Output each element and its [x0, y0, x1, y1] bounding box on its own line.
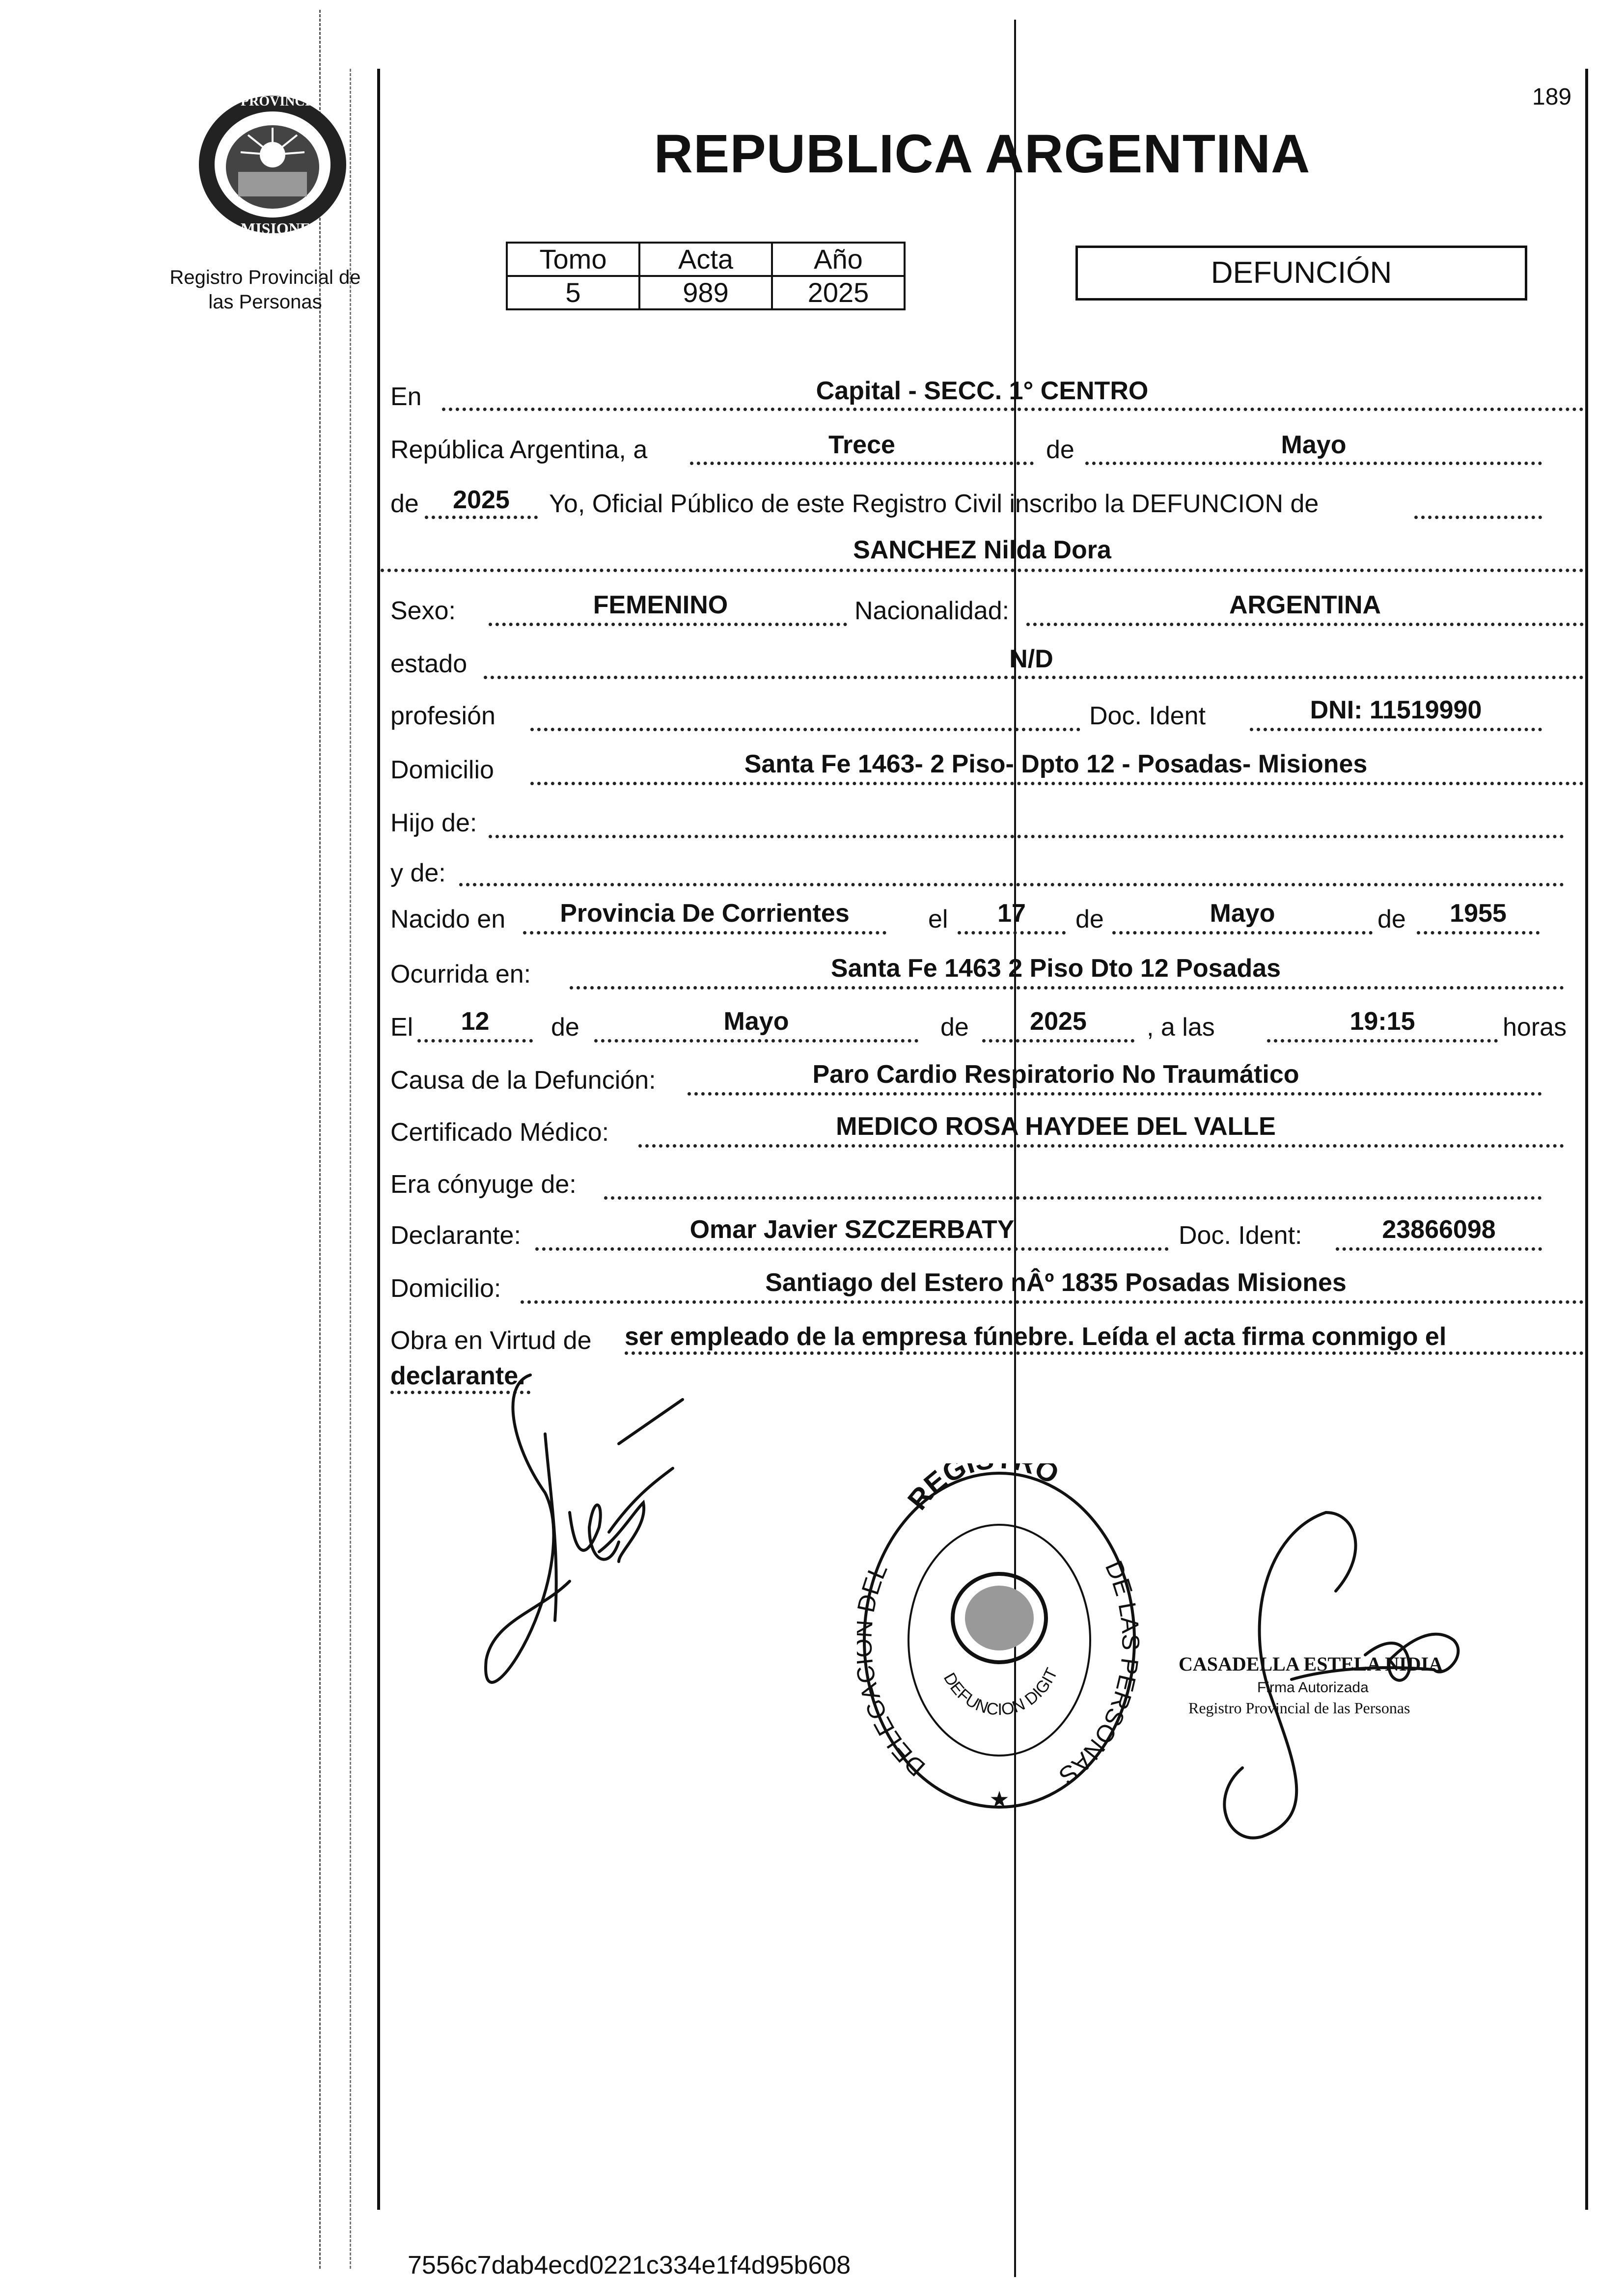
label-horas: horas — [1503, 1013, 1567, 1042]
dotted-line-obra-1 — [625, 1351, 1584, 1355]
value-nacido-anio: 1955 — [1450, 899, 1507, 928]
binding-line-left-2 — [350, 69, 351, 2269]
value-domicilio: Santa Fe 1463- 2 Piso- Dpto 12 - Posadas- Misiones — [744, 750, 1368, 778]
registrar-institution: Registro Provincial de las Personas — [1188, 1699, 1410, 1717]
value-anio: 2025 — [453, 486, 510, 514]
label-causa: Causa de la Defunción: — [390, 1066, 656, 1095]
value-declarante: Omar Javier SZCZERBATY — [689, 1215, 1015, 1244]
dotted-line-mes — [1085, 462, 1542, 465]
dotted-line-declarante-doc — [1336, 1247, 1542, 1251]
record-table-header-row — [507, 243, 905, 276]
record-table-value-row — [507, 276, 905, 309]
label-y-de: y de: — [390, 859, 446, 887]
dotted-line-ocurrida — [570, 986, 1564, 989]
label-yo-oficial: Yo, Oficial Público de este Registro Civil inscribo la DEFUNCION de — [549, 490, 1319, 518]
dotted-line-def-dia — [417, 1039, 533, 1043]
seal-bottom-text: MISIONES — [241, 220, 320, 237]
dotted-line-nacionalidad — [1026, 623, 1584, 626]
svg-text:REGISTRO — [902, 1463, 1064, 1516]
label-de-anio: de — [390, 490, 419, 518]
label-de-def-anio: de — [940, 1013, 969, 1042]
dotted-line-hora — [1267, 1039, 1498, 1043]
form-right-border — [1585, 69, 1588, 2210]
official-stamp — [857, 1463, 1142, 1817]
stamp-text-right: DE LAS PERSONAS — [1054, 1557, 1142, 1790]
value-ocurrida-en: Santa Fe 1463 2 Piso Dto 12 Posadas — [830, 954, 1281, 983]
label-sexo: Sexo: — [390, 597, 456, 625]
value-obra-line2: declarante. — [390, 1362, 525, 1390]
value-nacionalidad: ARGENTINA — [1229, 591, 1381, 619]
label-de-nacido-mes: de — [1075, 905, 1104, 934]
dotted-line-domicilio — [530, 782, 1584, 785]
record-table — [506, 242, 906, 310]
binding-line-left — [319, 10, 321, 2269]
value-nacido-en: Provincia De Corrientes — [560, 899, 850, 928]
label-ocurrida-en: Ocurrida en: — [390, 960, 531, 989]
document-hash: 7556c7dab4ecd0221c334e1f4d95b608 — [408, 2251, 851, 2280]
stamp-star-icon: ★ — [989, 1786, 1010, 1812]
label-nacionalidad: Nacionalidad: — [854, 597, 1010, 625]
value-mes: Mayo — [1281, 431, 1347, 459]
svg-text:DELEGACIÓN DEL — [857, 1560, 931, 1782]
dotted-line-profesion — [530, 728, 1080, 731]
stamp-text-left: DELEGA EL — [857, 1559, 931, 1782]
value-obra-line1: ser empleado de la empresa fúnebre. Leída el acta firma conmigo el — [625, 1322, 1447, 1351]
dotted-line-y-de — [459, 883, 1564, 886]
dotted-line-nacido-en — [523, 931, 886, 934]
record-header-anio: Año — [772, 243, 905, 276]
dotted-line-anio — [425, 516, 538, 519]
svg-text:DE LAS PERSONAS — [1054, 1557, 1142, 1790]
value-def-mes: Mayo — [723, 1007, 789, 1036]
dotted-line-nacido-mes — [1112, 931, 1373, 934]
value-def-dia: 12 — [461, 1007, 490, 1036]
label-en: En — [390, 383, 422, 411]
label-nacido-en: Nacido en — [390, 905, 506, 934]
value-declarante-doc: 23866098 — [1382, 1215, 1496, 1244]
dotted-line-nacido-anio — [1417, 931, 1540, 934]
registrar-signature — [1179, 1493, 1493, 1866]
stamp-text-inner: DEFUNCION DIGIT — [939, 1666, 1061, 1719]
label-de-def-mes: de — [551, 1013, 579, 1042]
value-certificado: MEDICO ROSA HAYDEE DEL VALLE — [836, 1112, 1276, 1141]
label-profesion: profesión — [390, 702, 495, 730]
label-el-def: El — [390, 1013, 413, 1042]
dotted-line-yo — [1414, 516, 1542, 519]
seal-top-text: PROVINCIA DE — [241, 94, 342, 109]
label-domicilio: Domicilio — [390, 756, 494, 784]
registry-line-1: Registro Provincial de — [169, 267, 361, 288]
page-number: 189 — [1532, 84, 1572, 110]
label-conyuge: Era cónyuge de: — [390, 1170, 577, 1199]
label-de-nacido-anio: de — [1377, 905, 1406, 934]
value-causa: Paro Cardio Respiratorio No Traumático — [812, 1060, 1299, 1089]
dotted-line-certificado — [638, 1144, 1564, 1148]
value-dni: DNI: 11519990 — [1310, 696, 1482, 724]
value-nacido-mes: Mayo — [1210, 899, 1275, 928]
label-certificado: Certificado Médico: — [390, 1118, 609, 1147]
dotted-line-conyuge — [604, 1196, 1542, 1200]
value-dia-palabra: Trece — [828, 431, 895, 459]
dotted-line-def-mes — [594, 1039, 918, 1043]
label-doc-ident: Doc. Ident — [1089, 702, 1206, 730]
dotted-line-sexo — [489, 623, 847, 626]
act-type-box: DEFUNCIÓN — [1075, 246, 1527, 301]
label-a-las: , a las — [1147, 1013, 1215, 1042]
dotted-line-dia — [690, 462, 1034, 465]
registrar-title: Firma Autorizada — [1257, 1679, 1369, 1696]
registry-line-2: las Personas — [208, 291, 322, 313]
value-nombre: SANCHEZ Nilda Dora — [853, 536, 1111, 564]
record-value-acta: 989 — [639, 276, 772, 309]
dotted-line-def-anio — [982, 1039, 1134, 1043]
record-header-tomo: Tomo — [507, 243, 639, 276]
value-sexo: FEMENINO — [593, 591, 728, 619]
dotted-line-hijo-de — [489, 835, 1564, 838]
label-domicilio-declarante: Domicilio: — [390, 1274, 501, 1303]
registry-name — [162, 265, 368, 314]
label-de-mes: de — [1046, 436, 1074, 464]
registrar-name: CASADELLA ESTELA NIDIA — [1179, 1653, 1443, 1675]
dotted-line-domicilio-declarante — [521, 1300, 1584, 1304]
label-estado: estado — [390, 650, 468, 678]
stamp-text-top: REGI O — [901, 1463, 1065, 1516]
value-lugar: Capital - SECC. 1° CENTRO — [816, 377, 1149, 405]
provincial-seal-logo — [194, 86, 351, 243]
page-title: REPUBLICA ARGENTINA — [654, 124, 1311, 184]
value-domicilio-declarante: Santiago del Estero nÂº 1835 Posadas Misiones — [765, 1268, 1347, 1297]
dotted-line-nombre — [381, 569, 1584, 572]
dotted-line-dni — [1250, 728, 1542, 731]
record-value-tomo: 5 — [507, 276, 639, 309]
svg-text:DEFUNCION DIGITAL — [857, 1463, 1061, 1719]
dotted-line-nacido-dia — [958, 931, 1066, 934]
value-estado: N/D — [1009, 645, 1053, 673]
label-obra: Obra en Virtud de — [390, 1326, 592, 1355]
label-el-nacido: el — [928, 905, 948, 934]
record-header-acta: Acta — [639, 243, 772, 276]
record-value-anio: 2025 — [772, 276, 905, 309]
value-nacido-dia: 17 — [997, 899, 1026, 928]
value-def-anio: 2025 — [1030, 1007, 1087, 1036]
form-left-border — [377, 69, 380, 2210]
label-doc-ident-declarante: Doc. Ident: — [1179, 1221, 1302, 1250]
declarant-signature — [471, 1365, 697, 1719]
dotted-line-en — [442, 408, 1584, 411]
value-def-hora: 19:15 — [1349, 1007, 1415, 1036]
dotted-line-declarante — [535, 1247, 1169, 1251]
dotted-line-estado — [484, 676, 1584, 679]
center-fold-line — [1014, 20, 1016, 2277]
label-hijo-de: Hijo de: — [390, 809, 477, 837]
dotted-line-causa — [688, 1092, 1542, 1096]
label-declarante: Declarante: — [390, 1221, 521, 1250]
label-republica: República Argentina, a — [390, 436, 648, 464]
